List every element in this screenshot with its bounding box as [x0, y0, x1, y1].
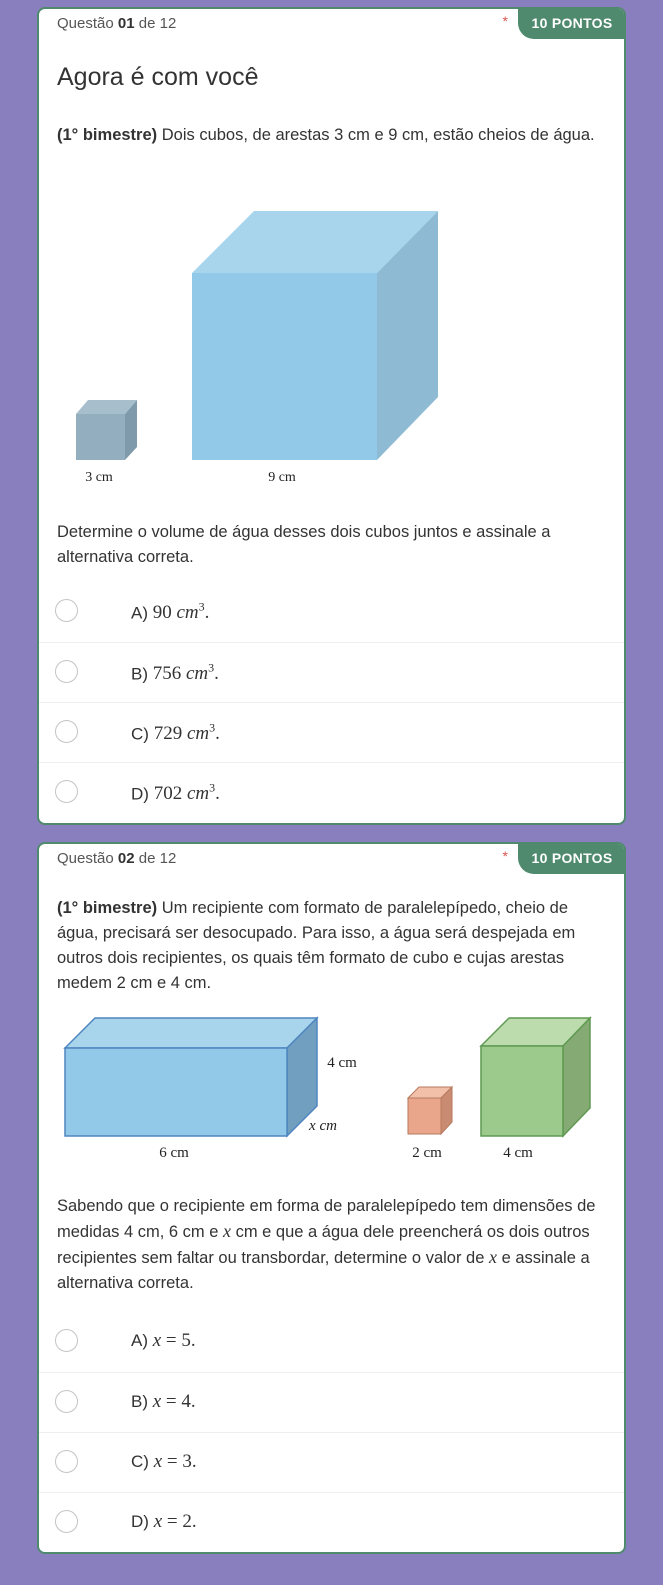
option-label[interactable]: D) 702 $cm^3$. [131, 781, 220, 805]
option-label[interactable]: B) x = 4. [131, 1391, 196, 1412]
question-statement [57, 896, 606, 996]
large-cube [192, 211, 438, 460]
box-depth-label: x cm [309, 1118, 337, 1134]
radio-button[interactable] [55, 1450, 78, 1473]
option-a[interactable] [39, 582, 624, 642]
bimester-tag: (1° bimestre) [57, 899, 158, 917]
large-cube-label: 4 cm [503, 1145, 533, 1161]
statement-text: Um recipiente com formato de paralelepípedo, cheio de água, precisará ser desocupado. Para isso, a água será despejada em outros dois recipientes, os quais têm formato de cubo e cujas arestas medem 2 cm e 4 cm. [57, 899, 576, 992]
question-instruction: Determine o volume de água desses dois cubos juntos e assinale a alternativa correta. [57, 523, 551, 566]
radio-button[interactable] [55, 660, 78, 683]
radio-button[interactable] [55, 780, 78, 803]
question-index: 02 [117, 850, 135, 867]
question-number [57, 15, 176, 32]
small-cube [408, 1087, 452, 1134]
radio-button[interactable] [55, 1329, 78, 1352]
question-header [39, 9, 624, 39]
parallelepiped [65, 1018, 317, 1136]
question-card-1 [37, 7, 626, 825]
small-cube [76, 400, 137, 460]
large-cube [481, 1018, 590, 1136]
radio-button[interactable] [55, 720, 78, 743]
option-label[interactable]: A) 90 $cm^3$. [131, 600, 210, 624]
required-mark: * [502, 848, 508, 864]
question-total: de 12 [138, 850, 177, 867]
question-number [57, 850, 176, 867]
section-title: Agora é com você [57, 63, 259, 91]
question-card-2 [37, 842, 626, 1554]
small-cube-label: 2 cm [412, 1145, 442, 1161]
cubes-figure [69, 207, 489, 497]
option-a[interactable] [39, 1312, 624, 1372]
option-b[interactable] [39, 642, 624, 703]
question-index: 01 [117, 15, 135, 32]
question-header [39, 844, 624, 874]
question-total: de 12 [138, 15, 177, 32]
option-label[interactable]: D) x = 2. [131, 1511, 197, 1532]
box-width-label: 6 cm [159, 1145, 189, 1161]
option-label[interactable]: A) x = 5. [131, 1330, 196, 1351]
option-b[interactable] [39, 1372, 624, 1433]
question-prefix: Questão [57, 850, 114, 867]
bimester-tag: (1° bimestre) [57, 126, 158, 144]
option-label[interactable]: C) x = 3. [131, 1451, 197, 1472]
points-badge: 10 PONTOS [518, 842, 626, 874]
question-instruction: Sabendo que o recipiente em forma de paralelepípedo tem dimensões de medidas 4 cm, 6 cm e x cm e que a água dele preencherá os dois outros recipientes sem faltar ou transbordar, determine o valor de x e assinale a alternativa correta. [57, 1197, 596, 1292]
question-statement [57, 123, 606, 148]
large-cube-label: 9 cm [268, 470, 296, 485]
statement-text: Dois cubos, de arestas 3 cm e 9 cm, estão cheios de água. [157, 126, 595, 144]
box-height-label: 4 cm [327, 1055, 357, 1071]
radio-button[interactable] [55, 1390, 78, 1413]
option-label[interactable]: B) 756 $cm^3$. [131, 661, 219, 685]
option-c[interactable] [39, 702, 624, 763]
radio-button[interactable] [55, 599, 78, 622]
option-label[interactable]: C) 729 $cm^3$. [131, 721, 220, 745]
points-badge: 10 PONTOS [518, 7, 626, 39]
option-d[interactable] [39, 762, 624, 823]
containers-figure [61, 1012, 601, 1172]
option-d[interactable] [39, 1492, 624, 1553]
small-cube-label: 3 cm [85, 470, 113, 485]
radio-button[interactable] [55, 1510, 78, 1533]
required-mark: * [502, 13, 508, 29]
option-c[interactable] [39, 1432, 624, 1493]
question-prefix: Questão [57, 15, 114, 32]
